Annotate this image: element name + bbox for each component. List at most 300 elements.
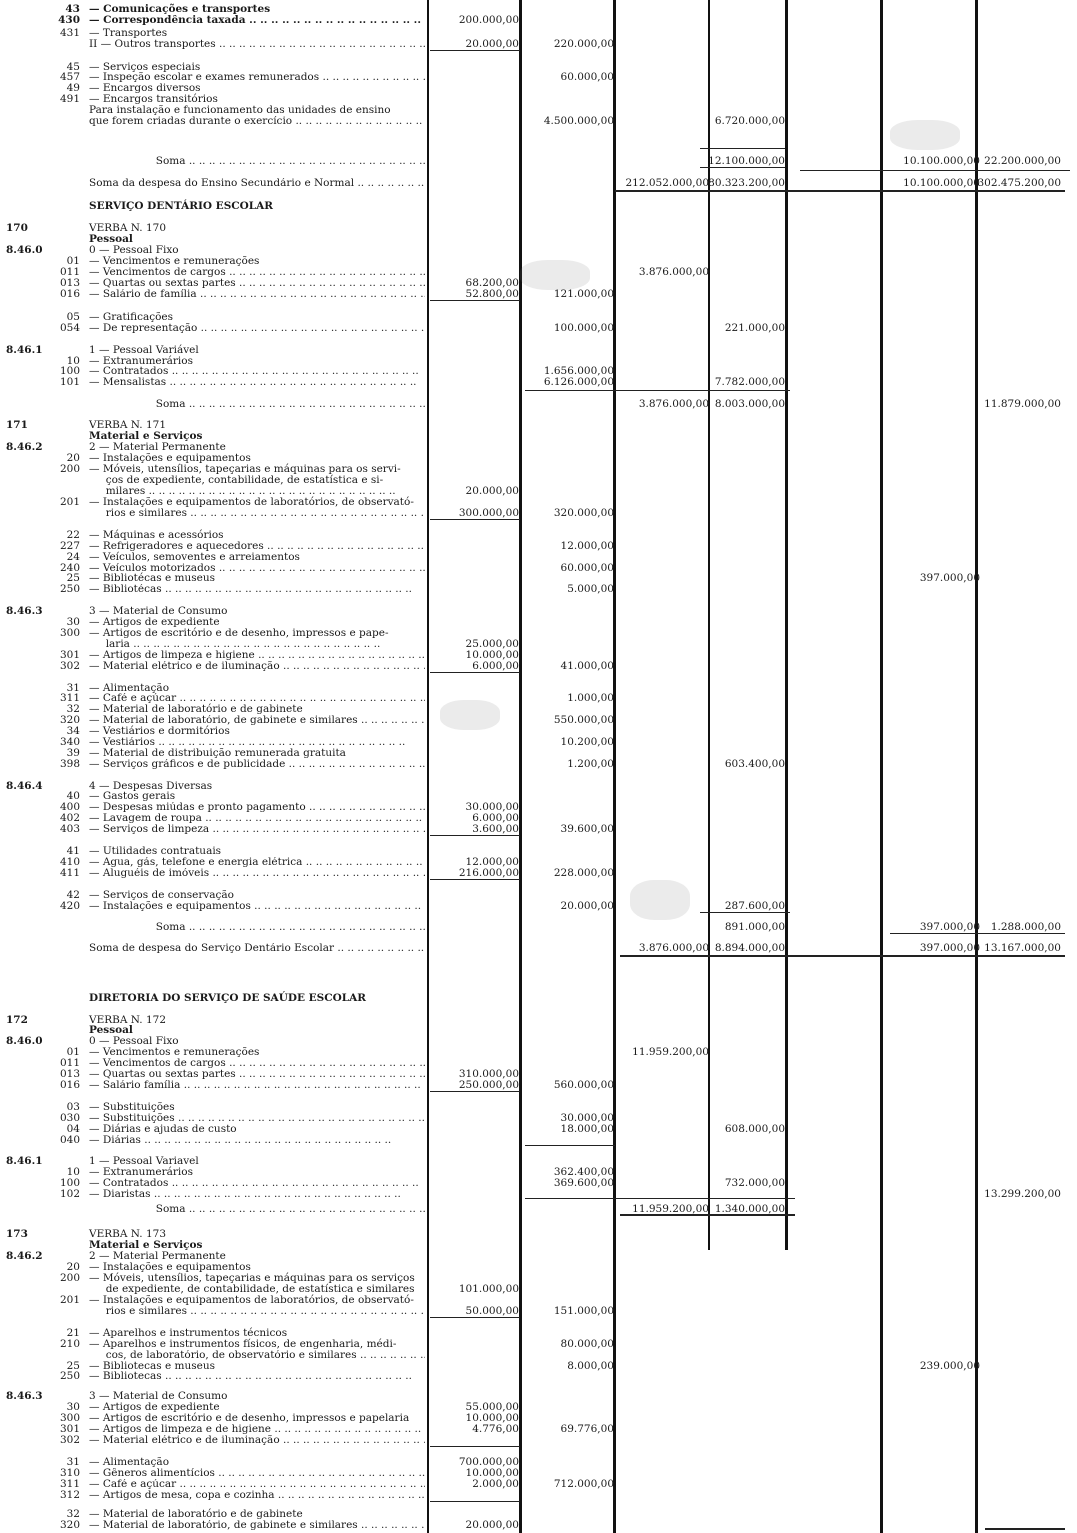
item-description: — Material de laboratório e de gabinete (89, 703, 303, 715)
item-code: 20 (66, 452, 80, 464)
amount-c2: 228.000,00 (553, 867, 614, 879)
budget-line (0, 201, 1077, 212)
item-description: — Comunicações e transportes (89, 3, 271, 15)
amount-c2: 10.200,00 (560, 736, 614, 748)
item-code: 200 (59, 1272, 80, 1284)
item-code: 430 (58, 14, 80, 26)
sum-rule (430, 1317, 520, 1318)
item-description: — Bibliotécas .. .. (89, 584, 425, 595)
item-description: — Instalações e equipamentos (89, 452, 251, 464)
item-code: 054 (59, 322, 80, 334)
item-code: 011 (59, 1057, 80, 1069)
budget-line (0, 552, 1077, 563)
item-description: — Quartas ou sextas partes .. .. (89, 1069, 425, 1080)
item-description: — Material elétrico e de iluminação .. .. (89, 1435, 425, 1446)
amount-c1: 6.000,00 (472, 812, 519, 824)
item-code: 210 (59, 1338, 80, 1350)
item-description: laria .. .. (89, 639, 425, 650)
item-description: — Diaristas .. .. (89, 1189, 425, 1200)
budget-line (0, 1102, 1077, 1113)
amount-c2: 1.200,00 (567, 758, 614, 770)
amount-c1: 200.000,00 (458, 14, 519, 26)
margin-label: 173 (6, 1228, 28, 1240)
item-description: cos, de laboratório, de observatório e similares .. .. (89, 1350, 425, 1361)
margin-label: 8.46.1 (6, 344, 43, 356)
budget-line (0, 759, 1077, 770)
amount-c1: 30.000,00 (465, 801, 519, 813)
amount-c4: 603.400,00 (724, 758, 785, 770)
amount-c1: 6.000,00 (472, 660, 519, 672)
margin-label: 8.46.3 (6, 1390, 43, 1402)
amount-c6: 13.167.000,00 (984, 942, 1061, 954)
budget-line (0, 1058, 1077, 1069)
amount-c2: 6.126.000,00 (543, 376, 614, 388)
amount-c3: 212.052.000,00 (625, 177, 709, 189)
item-description: — Contratados .. .. (89, 1178, 425, 1189)
margin-label: 8.46.3 (6, 605, 43, 617)
item-description: rios e similares .. .. (89, 508, 425, 519)
item-description: Soma da despesa do Ensino Secundário e Normal .. .. (89, 178, 425, 189)
amount-c5: 397.000,00 (919, 942, 980, 954)
budget-line (0, 824, 1077, 835)
item-description: 4 — Despesas Diversas (89, 780, 213, 792)
item-description: — Material de laboratório e de gabinete (89, 1508, 303, 1520)
amount-c5: 397.000,00 (919, 921, 980, 933)
budget-line (0, 857, 1077, 868)
item-description: — Serviços especiais (89, 61, 201, 73)
item-description: — Material de distribuição remunerada gratuita (89, 747, 346, 759)
amount-c4: 6.720.000,00 (714, 115, 785, 127)
item-code: 201 (59, 1294, 80, 1306)
item-code: 431 (59, 27, 80, 39)
amount-c3: 11.959.200,00 (632, 1046, 709, 1058)
item-description: — Encargos transitórios (89, 93, 218, 105)
amount-c5: 239.000,00 (919, 1360, 980, 1372)
item-description: — Móveis, utensílios, tapeçarias e máquinas para os serviços (89, 1272, 415, 1284)
item-description: — Instalações e equipamentos .. .. (89, 901, 425, 912)
margin-label: 8.46.2 (6, 441, 43, 453)
item-code: 49 (66, 82, 80, 94)
item-code: 240 (59, 562, 80, 574)
item-description: — Serviços de conservação (89, 889, 234, 901)
item-description: Material e Serviços (89, 1239, 203, 1251)
item-description: — Transportes (89, 27, 168, 39)
budget-line (0, 993, 1077, 1004)
item-description: — Lavagem de roupa .. .. (89, 813, 425, 824)
sum-rule (890, 933, 1065, 934)
item-description: Pessoal (89, 1024, 133, 1036)
amount-c2: 560.000,00 (553, 1079, 614, 1091)
item-code: 250 (59, 1370, 80, 1382)
budget-line (0, 1069, 1077, 1080)
item-description: — Vencimentos de cargos .. .. (89, 1058, 425, 1069)
item-description: Soma .. .. (89, 156, 425, 167)
item-code: 311 (59, 1478, 80, 1490)
item-code: 102 (59, 1188, 80, 1200)
item-code: 300 (59, 1412, 80, 1424)
item-code: 302 (59, 1434, 80, 1446)
budget-line (0, 1468, 1077, 1479)
item-description: VERBA N. 170 (89, 222, 167, 234)
amount-c2: 220.000,00 (553, 38, 614, 50)
sum-rule (430, 519, 520, 520)
item-code: 016 (59, 288, 80, 300)
sum-rule (525, 390, 790, 391)
budget-line (0, 791, 1077, 802)
item-code: 410 (59, 856, 80, 868)
item-description: — Artigos de expediente (89, 1401, 220, 1413)
item-description: — Vencimentos e remunerações (89, 1046, 260, 1058)
budget-line (0, 28, 1077, 39)
item-description: — Mensalistas .. .. (89, 377, 425, 388)
item-description: que forem criadas durante o exercício .. .. (89, 116, 425, 127)
item-code: 32 (66, 1508, 80, 1520)
amount-c2: 121.000,00 (553, 288, 614, 300)
amount-c2: 1.656.000,00 (543, 365, 614, 377)
item-description: VERBA N. 172 (89, 1014, 167, 1026)
budget-line (0, 704, 1077, 715)
budget-line (0, 267, 1077, 278)
sum-rule (430, 835, 520, 836)
sum-rule (430, 879, 520, 880)
budget-line (0, 584, 1077, 595)
amount-c4: 608.000,00 (724, 1123, 785, 1135)
amount-c6: 1.288.000,00 (990, 921, 1061, 933)
item-code: 101 (59, 376, 80, 388)
budget-line (0, 1047, 1077, 1058)
margin-label: 8.46.0 (6, 1035, 43, 1047)
budget-line (0, 1413, 1077, 1424)
budget-line (0, 475, 1077, 486)
margin-label: 170 (6, 222, 28, 234)
item-description: — Instalações e equipamentos de laboratórios, de observató- (89, 496, 414, 508)
item-code: 01 (66, 1046, 80, 1058)
budget-line (0, 1457, 1077, 1468)
budget-line (0, 1167, 1077, 1178)
budget-line (0, 628, 1077, 639)
item-description: — De representação .. .. (89, 323, 425, 334)
item-code: 227 (59, 540, 80, 552)
item-description: 3 — Material de Consumo (89, 605, 228, 617)
item-description: — Despesas miúdas e pronto pagamento .. .. (89, 802, 425, 813)
item-description: — Artigos de expediente (89, 616, 220, 628)
amount-c5: 10.100.000,00 (903, 177, 980, 189)
item-description: 1 — Pessoal Variável (89, 344, 199, 356)
sum-rule (700, 148, 785, 149)
amount-c1: 12.000,00 (465, 856, 519, 868)
item-description: — Veículos, semoventes e arreiamentos (89, 551, 300, 563)
item-code: 320 (59, 1519, 80, 1531)
item-description: rios e similares .. .. (89, 1306, 425, 1317)
item-description: — Vencimentos de cargos .. .. (89, 267, 425, 278)
amount-c3: 3.876.000,00 (638, 266, 709, 278)
item-code: 20 (66, 1261, 80, 1273)
amount-c1: 2.000,00 (472, 1478, 519, 1490)
item-description: — Utilidades contratuais (89, 845, 222, 857)
budget-line (0, 178, 1077, 189)
amount-c4: 80.323.200,00 (708, 177, 785, 189)
amount-c2: 12.000,00 (560, 540, 614, 552)
amount-c2: 20.000,00 (560, 900, 614, 912)
item-code: 320 (59, 714, 80, 726)
item-code: 39 (66, 747, 80, 759)
item-description: — Agua, gás, telefone e energia elétrica .. .. (89, 857, 425, 868)
item-description: 3 — Material de Consumo (89, 1390, 228, 1402)
item-description: — Diárias .. .. (89, 1135, 425, 1146)
item-description: — Alimentação (89, 1456, 170, 1468)
budget-line (0, 1479, 1077, 1490)
amount-c1: 20.000,00 (465, 38, 519, 50)
item-code: 302 (59, 660, 80, 672)
item-description: — Vestiários e dormitórios (89, 725, 230, 737)
item-code: 400 (59, 801, 80, 813)
item-code: 013 (59, 277, 80, 289)
amount-c1: 250.000,00 (458, 1079, 519, 1091)
item-code: 013 (59, 1068, 80, 1080)
amount-c1: 20.000,00 (465, 1519, 519, 1531)
budget-line (0, 890, 1077, 901)
item-description: — Artigos de escritório e de desenho, impressos e pape- (89, 627, 389, 639)
item-description: — Café e açúcar .. .. (89, 1479, 425, 1490)
item-description: 2 — Material Permanente (89, 441, 226, 453)
item-description: — Bibliotecas .. .. (89, 1371, 425, 1382)
item-code: 310 (59, 1467, 80, 1479)
margin-label: 8.46.1 (6, 1155, 43, 1167)
item-description: — Vencimentos e remunerações (89, 255, 260, 267)
amount-c2: 151.000,00 (553, 1305, 614, 1317)
amount-c1: 216.000,00 (458, 867, 519, 879)
item-description: — Aparelhos e instrumentos físicos, de engenharia, médi- (89, 1338, 397, 1350)
item-description: — Serviços gráficos e de publicidade .. .. (89, 759, 425, 770)
amount-c1: 700.000,00 (458, 1456, 519, 1468)
sum-rule (700, 912, 790, 913)
item-description: — Substituições (89, 1101, 175, 1113)
item-description: — Extranumerários (89, 1166, 193, 1178)
margin-label: 8.46.0 (6, 244, 43, 256)
item-description: DIRETORIA DO SERVIÇO DE SAÚDE ESCOLAR (89, 992, 366, 1004)
amount-c2: 18.000,00 (560, 1123, 614, 1135)
item-description: Soma .. .. (89, 399, 425, 410)
amount-c2: 550.000,00 (553, 714, 614, 726)
budget-line (0, 943, 1077, 954)
sum-rule (430, 672, 520, 673)
amount-c4: 221.000,00 (724, 322, 785, 334)
item-description: — Aluguéis de imóveis .. .. (89, 868, 425, 879)
item-description: SERVIÇO DENTÁRIO ESCOLAR (89, 200, 274, 212)
amount-c2: 712.000,00 (553, 1478, 614, 1490)
budget-line (0, 573, 1077, 584)
budget-line (0, 639, 1077, 650)
item-description: — Contratados .. .. (89, 366, 425, 377)
item-code: 41 (66, 845, 80, 857)
item-code: 32 (66, 703, 80, 715)
item-code: 311 (59, 692, 80, 704)
item-description: — Máquinas e acessórios (89, 529, 224, 541)
budget-line (0, 312, 1077, 323)
item-description: — Instalações e equipamentos (89, 1261, 251, 1273)
item-description: milares .. .. (89, 486, 425, 497)
amount-c4: 891.000,00 (724, 921, 785, 933)
budget-line (0, 1204, 1077, 1215)
amount-c2: 1.000,00 (567, 692, 614, 704)
budget-line (0, 289, 1077, 300)
item-code: 340 (59, 736, 80, 748)
amount-c2: 369.600,00 (553, 1177, 614, 1189)
item-code: 398 (59, 758, 80, 770)
item-description: ços de expediente, contabilidade, de estatística e si- (89, 474, 384, 486)
budget-line (0, 15, 1077, 26)
amount-c4: 8.003.000,00 (714, 398, 785, 410)
budget-line (0, 1509, 1077, 1520)
budget-line (0, 1306, 1077, 1317)
item-description: Pessoal (89, 233, 133, 245)
amount-c6: 302.475.200,00 (977, 177, 1061, 189)
item-description: de expediente, de contabilidade, de estatística e similares (89, 1283, 415, 1295)
item-description: — Refrigeradores e aquecedores .. .. (89, 541, 425, 552)
budget-line (0, 1124, 1077, 1135)
sum-rule (700, 167, 785, 168)
item-description: Material e Serviços (89, 430, 203, 442)
amount-c2: 39.600,00 (560, 823, 614, 835)
budget-line (0, 1435, 1077, 1446)
amount-c6: 13.299.200,00 (984, 1188, 1061, 1200)
item-code: 42 (66, 889, 80, 901)
item-description: — Veículos motorizados .. .. (89, 563, 425, 574)
amount-c1: 20.000,00 (465, 485, 519, 497)
budget-line (0, 726, 1077, 737)
budget-line (0, 1371, 1077, 1382)
margin-label: 8.46.4 (6, 780, 43, 792)
budget-line (0, 1490, 1077, 1501)
item-code: 22 (66, 529, 80, 541)
item-description: VERBA N. 171 (89, 419, 167, 431)
item-description: 1 — Pessoal Variavel (89, 1155, 199, 1167)
sum-rule (430, 1501, 520, 1502)
item-code: 250 (59, 583, 80, 595)
budget-line (0, 1178, 1077, 1189)
item-code: 312 (59, 1489, 80, 1501)
budget-line (0, 650, 1077, 661)
amount-c2: 30.000,00 (560, 1112, 614, 1124)
item-code: 30 (66, 616, 80, 628)
amount-c5: 397.000,00 (919, 572, 980, 584)
item-description: — Extranumerários (89, 355, 193, 367)
budget-line (0, 256, 1077, 267)
amount-c1: 3.600,00 (472, 823, 519, 835)
item-description: Para instalação e funcionamento das unidades de ensino (89, 104, 391, 116)
amount-c3: 3.876.000,00 (638, 942, 709, 954)
item-description: — Móveis, utensílios, tapeçarias e máquinas para os servi- (89, 463, 401, 475)
item-description: — Salário de família .. .. (89, 289, 425, 300)
item-description: Soma .. .. (89, 1204, 425, 1215)
item-code: 016 (59, 1079, 80, 1091)
item-code: 04 (66, 1123, 80, 1135)
item-code: 21 (66, 1327, 80, 1339)
item-code: 05 (66, 311, 80, 323)
amount-c1: 68.200,00 (465, 277, 519, 289)
item-code: 200 (59, 463, 80, 475)
amount-c1: 300.000,00 (458, 507, 519, 519)
item-description: 0 — Pessoal Fixo (89, 1035, 179, 1047)
item-description: — Material de laboratório, de gabinete e similares .. .. (89, 1520, 425, 1531)
item-description: — Gratificações (89, 311, 174, 323)
amount-c1: 10.000,00 (465, 1467, 519, 1479)
amount-c2: 5.000,00 (567, 583, 614, 595)
item-description: — Serviços de limpeza .. .. (89, 824, 425, 835)
amount-c2: 100.000,00 (553, 322, 614, 334)
item-description: II — Outros transportes .. .. (89, 39, 425, 50)
item-code: 040 (59, 1134, 80, 1146)
amount-c4: 12.100.000,00 (708, 155, 785, 167)
amount-c2: 60.000,00 (560, 562, 614, 574)
item-code: 411 (59, 867, 80, 879)
item-description: 0 — Pessoal Fixo (89, 244, 179, 256)
item-code: 25 (66, 1360, 80, 1372)
item-code: 030 (59, 1112, 80, 1124)
budget-line (0, 530, 1077, 541)
item-description: — Artigos de limpeza e higiene .. .. (89, 650, 425, 661)
margin-label: 8.46.2 (6, 1250, 43, 1262)
item-code: 03 (66, 1101, 80, 1113)
margin-label: 171 (6, 419, 28, 431)
item-code: 402 (59, 812, 80, 824)
budget-line (0, 39, 1077, 50)
budget-line (0, 661, 1077, 672)
amount-c2: 69.776,00 (560, 1423, 614, 1435)
item-description: — Artigos de mesa, copa e cozinha .. .. (89, 1490, 425, 1501)
budget-line (0, 1135, 1077, 1146)
budget-line (0, 366, 1077, 377)
amount-c2: 41.000,00 (560, 660, 614, 672)
amount-c2: 362.400,00 (553, 1166, 614, 1178)
sum-rule (430, 50, 520, 51)
budget-line (0, 1339, 1077, 1350)
item-code: 403 (59, 823, 80, 835)
item-description: — Artigos de escritório e de desenho, impressos e papelaria (89, 1412, 410, 1424)
amount-c4: 287.600,00 (724, 900, 785, 912)
item-description: — Alimentação (89, 682, 170, 694)
item-code: 24 (66, 551, 80, 563)
item-description: — Vestiários .. .. (89, 737, 425, 748)
amount-c4: 732.000,00 (724, 1177, 785, 1189)
amount-c1: 25.000,00 (465, 638, 519, 650)
item-code: 201 (59, 496, 80, 508)
sum-rule (800, 170, 1070, 171)
item-code: 30 (66, 1401, 80, 1413)
amount-c5: 10.100.000,00 (903, 155, 980, 167)
item-description: Soma .. .. (89, 922, 425, 933)
item-code: 45 (66, 61, 80, 73)
amount-c1: 10.000,00 (465, 1412, 519, 1424)
item-description: — Correspondência taxada .. .. (89, 15, 425, 26)
amount-c1: 101.000,00 (458, 1283, 519, 1295)
amount-c1: 310.000,00 (458, 1068, 519, 1080)
budget-line (0, 1520, 1077, 1531)
budget-line (0, 901, 1077, 912)
item-code: 100 (59, 1177, 80, 1189)
amount-c2: 80.000,00 (560, 1338, 614, 1350)
item-description: — Inspeção escolar e exames remunerados .. .. (89, 72, 425, 83)
budget-line (0, 278, 1077, 289)
amount-c4: 7.782.000,00 (714, 376, 785, 388)
item-code: 34 (66, 725, 80, 737)
item-description: — Bibliotecas e museus (89, 1360, 215, 1372)
item-code: 491 (59, 93, 80, 105)
budget-line (0, 116, 1077, 127)
budget-line (0, 156, 1077, 167)
item-code: 31 (66, 682, 80, 694)
item-description: — Instalações e equipamentos de laboratórios, de observató- (89, 1294, 414, 1306)
